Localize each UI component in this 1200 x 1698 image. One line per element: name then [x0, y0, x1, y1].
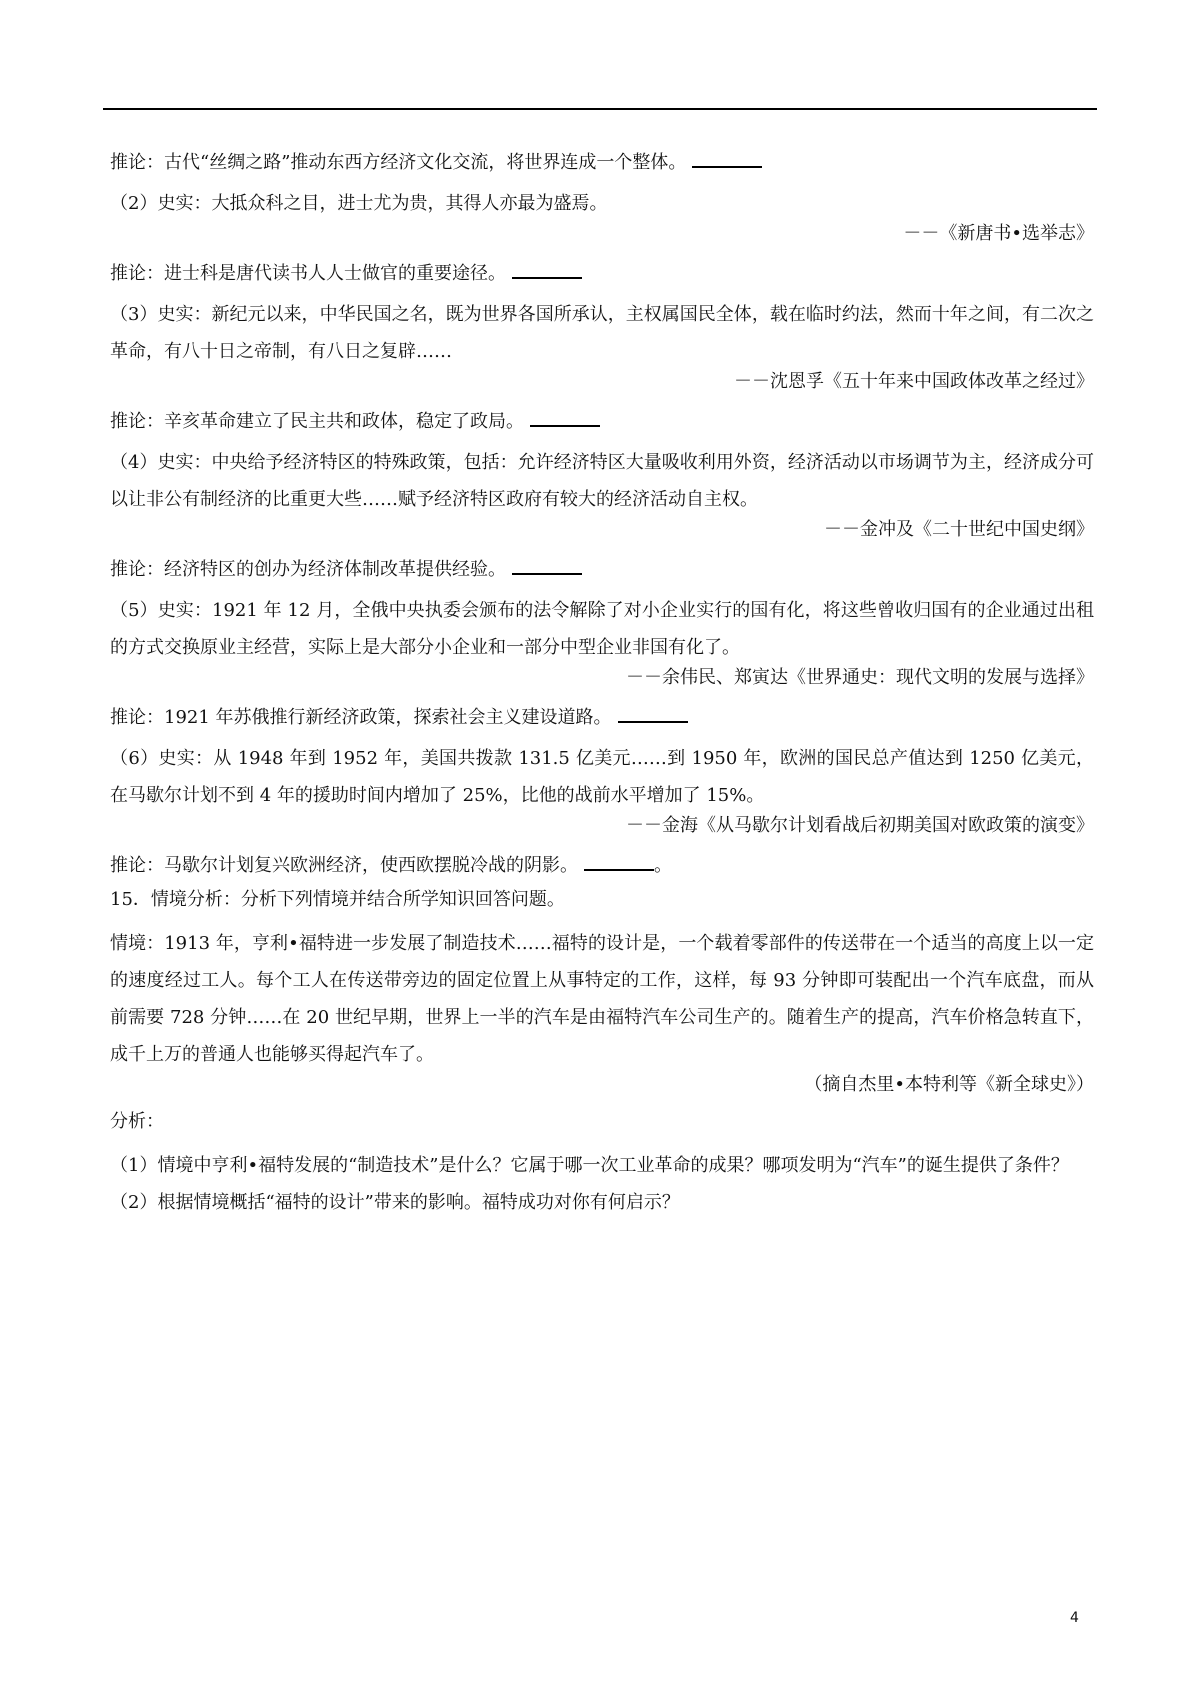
paragraph: （1）情境中亨利•福特发展的“制造技术”是什么？它属于哪一次工业革命的成果？哪项发明为“汽车”的诞生提供了条件？ — [110, 1155, 1069, 1176]
paragraph: （6）史实：从 1948 年到 1952 年，美国共拨款 131.5 亿美元……到 1950 年，欧洲的国民总产值达到 1250 亿美元，在马歇尔计划不到 4 年的援助时间内增加了 25%，比他的战前水平增加了 15%。 — [110, 748, 1094, 806]
paragraph: （3）史实：新纪元以来，中华民国之名，既为世界各国所承认，主权属国民全体，载在临时约法，然而十年之间，有二次之革命，有八十日之帝制，有八日之复辟…… — [110, 304, 1094, 362]
source-citation: －－金海《从马歇尔计划看战后初期美国对欧政策的演变》 — [626, 815, 1094, 836]
document-body — [110, 148, 1094, 1221]
text-line — [110, 1110, 1094, 1147]
paragraph: （5）史实：1921 年 12 月，全俄中央执委会颁布的法令解除了对小企业实行的国有化，将这些曾收归国有的企业通过出租的方式交换原业主经营，实际上是大部分小企业和一部分中型企业非国有化了。 — [110, 600, 1094, 658]
inference-line — [110, 851, 1094, 888]
source-citation: －－《新唐书•选举志》 — [903, 223, 1094, 244]
source-citation: （摘自杰里•本特利等《新全球史》） — [804, 1074, 1094, 1095]
answer-blank[interactable] — [512, 259, 582, 279]
inference-line — [110, 703, 1094, 740]
line-text: 推论：马歇尔计划复兴欧洲经济，使西欧摆脱冷战的阴影。 — [110, 855, 578, 876]
line-text: 15．情境分析：分析下列情境并结合所学知识回答问题。 — [110, 889, 565, 910]
answer-blank[interactable] — [530, 407, 600, 427]
paragraph: （4）史实：中央给予经济特区的特殊政策，包括：允许经济特区大量吸收利用外资，经济活动以市场调节为主，经济成分可以让非公有制经济的比重更大些……赋予经济特区政府有较大的经济活动自主权。 — [110, 452, 1094, 510]
inference-line — [110, 148, 1094, 185]
line-text: 推论：1921 年苏俄推行新经济政策，探索社会主义建设道路。 — [110, 707, 612, 728]
header-rule — [103, 108, 1097, 110]
answer-blank[interactable] — [584, 851, 654, 871]
paragraph: （2）史实：大抵众科之目，进士尤为贵，其得人亦最为盛焉。 — [110, 193, 608, 214]
line-text: 分析： — [110, 1111, 164, 1132]
paragraph: 情境：1913 年，亨利•福特进一步发展了制造技术……福特的设计是，一个载着零部件的传送带在一个适当的高度上以一定的速度经过工人。每个工人在传送带旁边的固定位置上从事特定的工作，这样，每 93 分钟即可装配出一个汽车底盘，而从前需要 728 分钟……在 20 世纪早期，世界上一半的汽车是由福特汽车公司生产的。随着生产的提高，汽车价格急转直下，成千上万的普通人也能够买得起汽车了。 — [110, 933, 1094, 1065]
line-text: 推论：进士科是唐代读书人人士做官的重要途径。 — [110, 263, 506, 284]
page-number: 4 — [1070, 1610, 1079, 1626]
source-citation: －－余伟民、郑寅达《世界通史：现代文明的发展与选择》 — [626, 667, 1094, 688]
paragraph: （2）根据情境概括“福特的设计”带来的影响。福特成功对你有何启示？ — [110, 1192, 680, 1213]
line-text: 推论：辛亥革命建立了民主共和政体，稳定了政局。 — [110, 411, 524, 432]
line-text: 推论：古代“丝绸之路”推动东西方经济文化交流，将世界连成一个整体。 — [110, 152, 687, 173]
source-citation: －－沈恩孚《五十年来中国政体改革之经过》 — [734, 371, 1094, 392]
answer-blank[interactable] — [692, 148, 762, 168]
answer-blank[interactable] — [512, 555, 582, 575]
line-text: 推论：经济特区的创办为经济体制改革提供经验。 — [110, 559, 506, 580]
line-suffix: 。 — [654, 855, 672, 876]
source-citation: －－金冲及《二十世纪中国史纲》 — [824, 519, 1094, 540]
inference-line — [110, 555, 1094, 592]
inference-line — [110, 259, 1094, 296]
answer-blank[interactable] — [618, 703, 688, 723]
inference-line — [110, 407, 1094, 444]
text-line — [110, 888, 1094, 925]
